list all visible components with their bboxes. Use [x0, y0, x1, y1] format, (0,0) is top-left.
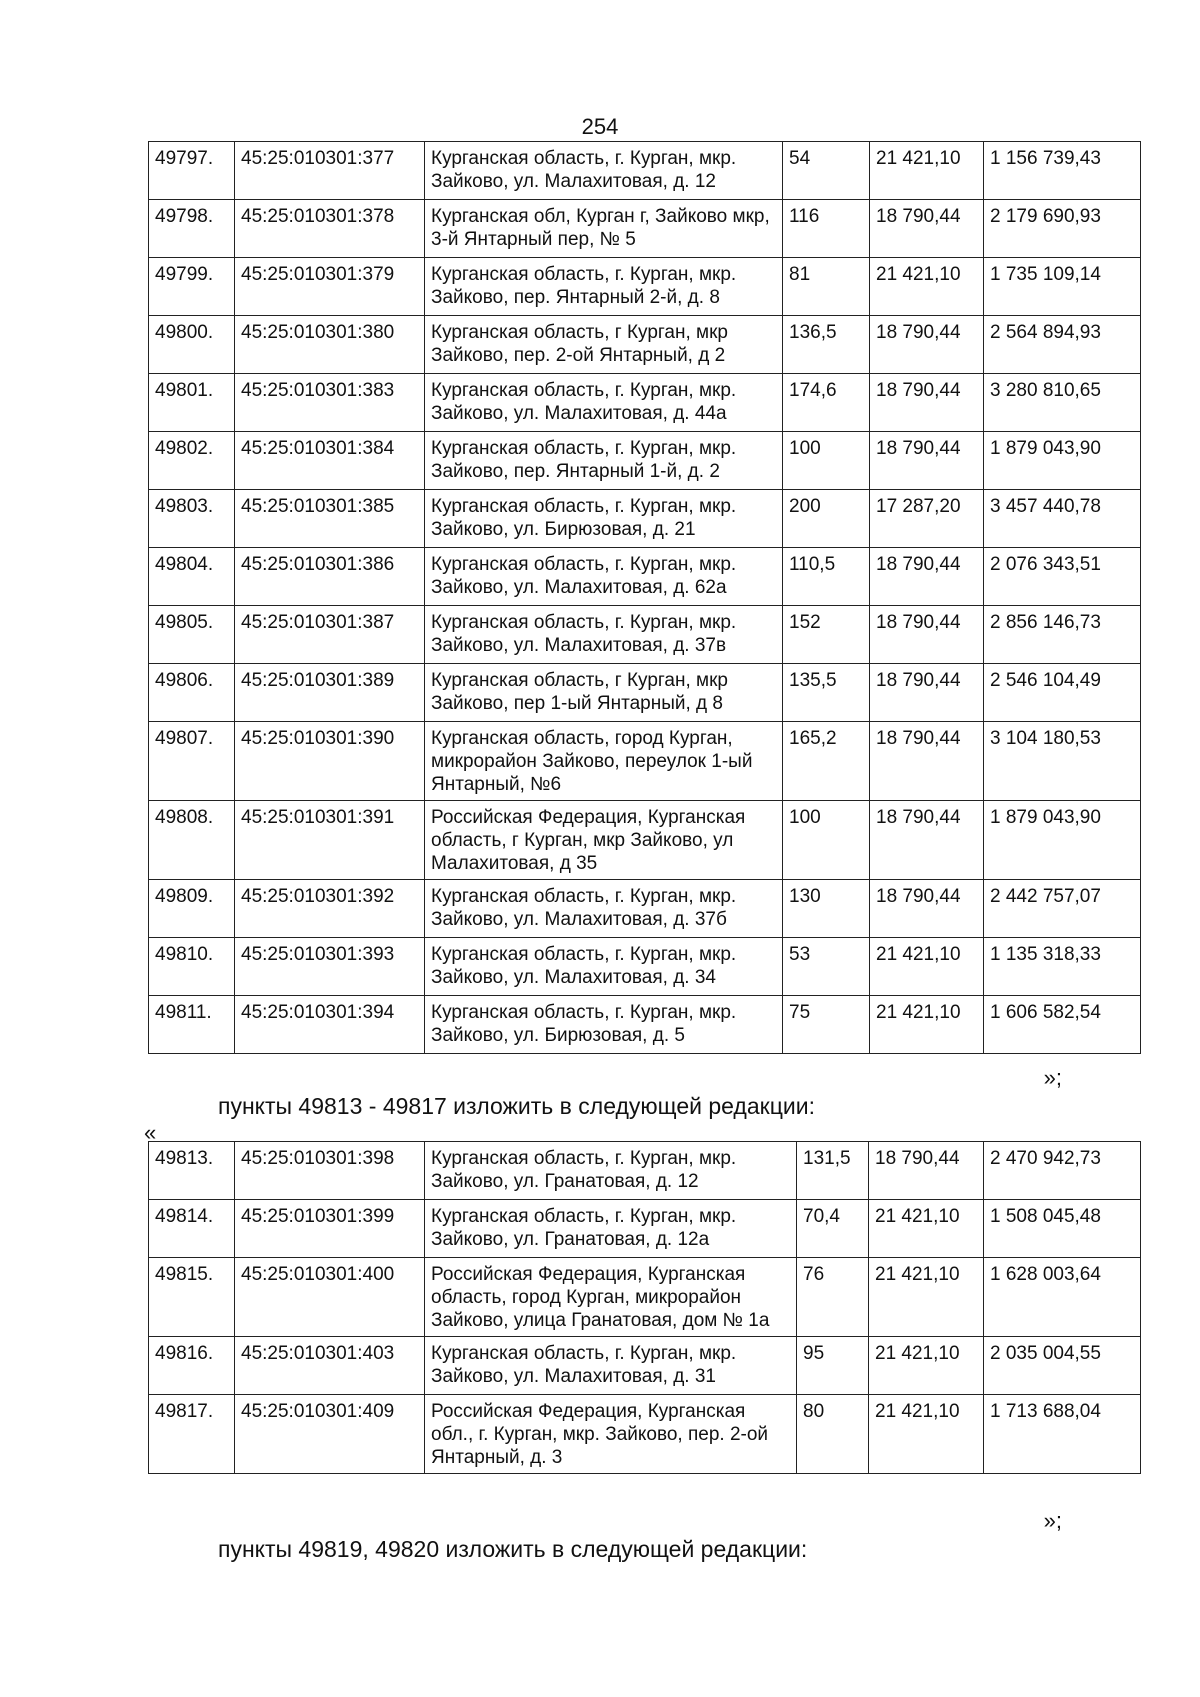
- area-cell: 174,6: [783, 374, 870, 432]
- rate-cell: 18 790,44: [870, 606, 984, 664]
- rate-cell: 18 790,44: [870, 664, 984, 722]
- cadastral-value-cell: 1 508 045,48: [984, 1200, 1141, 1258]
- rate-cell: 21 421,10: [870, 996, 984, 1054]
- row-number-cell: 49816.: [149, 1337, 235, 1395]
- rate-cell: 21 421,10: [869, 1200, 984, 1258]
- address-cell: Российская Федерация, Курганская область, город Курган, микрорайон Зайково, улица Гранатовая, дом № 1а: [425, 1258, 797, 1337]
- opening-quote: «: [144, 1120, 157, 1145]
- rate-cell: 18 790,44: [869, 1142, 984, 1200]
- row-number-cell: 49801.: [149, 374, 235, 432]
- cadastral-number-cell: 45:25:010301:390: [235, 722, 425, 801]
- row-number-cell: 49810.: [149, 938, 235, 996]
- rate-cell: 21 421,10: [869, 1395, 984, 1474]
- area-cell: 53: [783, 938, 870, 996]
- cadastral-number-cell: 45:25:010301:394: [235, 996, 425, 1054]
- cadastral-value-cell: 1 713 688,04: [984, 1395, 1141, 1474]
- cadastral-value-cell: 1 606 582,54: [984, 996, 1141, 1054]
- cadastral-value-cell: 1 628 003,64: [984, 1258, 1141, 1337]
- table-row: [149, 432, 1141, 490]
- rate-cell: 18 790,44: [870, 722, 984, 801]
- rate-cell: 18 790,44: [870, 200, 984, 258]
- table-row: [149, 996, 1141, 1054]
- table-row: [149, 490, 1141, 548]
- rate-cell: 21 421,10: [869, 1337, 984, 1395]
- row-number-cell: 49806.: [149, 664, 235, 722]
- table-row: [149, 1142, 1141, 1200]
- cadastral-value-cell: 2 470 942,73: [984, 1142, 1141, 1200]
- address-cell: Курганская область, г. Курган, мкр. Зайково, ул. Малахитовая, д. 12: [425, 142, 783, 200]
- table-row: [149, 374, 1141, 432]
- address-cell: Курганская область, г. Курган, мкр. Зайково, ул. Бирюзовая, д. 5: [425, 996, 783, 1054]
- area-cell: 136,5: [783, 316, 870, 374]
- cadastral-value-cell: 2 179 690,93: [984, 200, 1141, 258]
- rate-cell: 21 421,10: [870, 258, 984, 316]
- rate-cell: 21 421,10: [870, 142, 984, 200]
- cadastral-value-cell: 1 879 043,90: [984, 801, 1141, 880]
- row-number-cell: 49807.: [149, 722, 235, 801]
- address-cell: Курганская область, г. Курган, мкр. Зайково, ул. Малахитовая, д. 34: [425, 938, 783, 996]
- closing-quote: »;: [1043, 1065, 1062, 1090]
- area-cell: 80: [797, 1395, 869, 1474]
- area-cell: 100: [783, 801, 870, 880]
- table-row: [149, 200, 1141, 258]
- cadastral-value-cell: 3 104 180,53: [984, 722, 1141, 801]
- row-number-cell: 49797.: [149, 142, 235, 200]
- address-cell: Курганская обл, Курган г, Зайково мкр, 3-й Янтарный пер, № 5: [425, 200, 783, 258]
- address-cell: Курганская область, г. Курган, мкр. Зайково, пер. Янтарный 2-й, д. 8: [425, 258, 783, 316]
- row-number-cell: 49813.: [149, 1142, 235, 1200]
- row-number-cell: 49808.: [149, 801, 235, 880]
- address-cell: Курганская область, г. Курган, мкр. Зайково, пер. Янтарный 1-й, д. 2: [425, 432, 783, 490]
- cadastral-value-cell: 1 879 043,90: [984, 432, 1141, 490]
- cadastral-number-cell: 45:25:010301:403: [235, 1337, 425, 1395]
- cadastral-number-cell: 45:25:010301:383: [235, 374, 425, 432]
- cadastral-number-cell: 45:25:010301:398: [235, 1142, 425, 1200]
- address-cell: Курганская область, г. Курган, мкр. Зайково, ул. Бирюзовая, д. 21: [425, 490, 783, 548]
- cadastral-number-cell: 45:25:010301:399: [235, 1200, 425, 1258]
- area-cell: 54: [783, 142, 870, 200]
- rate-cell: 18 790,44: [870, 316, 984, 374]
- table-row: [149, 880, 1141, 938]
- cadastral-number-cell: 45:25:010301:384: [235, 432, 425, 490]
- table-row: [149, 606, 1141, 664]
- table-row: [149, 316, 1141, 374]
- address-cell: Курганская область, г. Курган, мкр. Зайково, ул. Гранатовая, д. 12: [425, 1142, 797, 1200]
- area-cell: 152: [783, 606, 870, 664]
- area-cell: 100: [783, 432, 870, 490]
- cadastral-number-cell: 45:25:010301:378: [235, 200, 425, 258]
- table-row: [149, 1395, 1141, 1474]
- row-number-cell: 49811.: [149, 996, 235, 1054]
- area-cell: 75: [783, 996, 870, 1054]
- amendment-paragraph: пункты 49813 - 49817 изложить в следующей редакции:: [218, 1093, 815, 1119]
- area-cell: 81: [783, 258, 870, 316]
- row-number-cell: 49799.: [149, 258, 235, 316]
- address-cell: Курганская область, город Курган, микрорайон Зайково, переулок 1-ый Янтарный, №6: [425, 722, 783, 801]
- cadastral-value-cell: 3 280 810,65: [984, 374, 1141, 432]
- address-cell: Курганская область, г. Курган, мкр. Зайково, ул. Малахитовая, д. 44а: [425, 374, 783, 432]
- table-row: [149, 142, 1141, 200]
- row-number-cell: 49798.: [149, 200, 235, 258]
- cadastral-number-cell: 45:25:010301:386: [235, 548, 425, 606]
- page-number: 254: [581, 114, 619, 139]
- rate-cell: 18 790,44: [870, 374, 984, 432]
- cadastral-value-cell: 2 035 004,55: [984, 1337, 1141, 1395]
- cadastral-number-cell: 45:25:010301:380: [235, 316, 425, 374]
- rate-cell: 18 790,44: [870, 432, 984, 490]
- area-cell: 130: [783, 880, 870, 938]
- cadastral-number-cell: 45:25:010301:379: [235, 258, 425, 316]
- rate-cell: 21 421,10: [869, 1258, 984, 1337]
- cadastral-number-cell: 45:25:010301:377: [235, 142, 425, 200]
- cadastral-number-cell: 45:25:010301:400: [235, 1258, 425, 1337]
- rate-cell: 21 421,10: [870, 938, 984, 996]
- rate-cell: 18 790,44: [870, 548, 984, 606]
- rate-cell: 18 790,44: [870, 880, 984, 938]
- address-cell: Российская Федерация, Курганская обл., г. Курган, мкр. Зайково, пер. 2-ой Янтарный, д. 3: [425, 1395, 797, 1474]
- cadastral-value-cell: 2 442 757,07: [984, 880, 1141, 938]
- row-number-cell: 49809.: [149, 880, 235, 938]
- cadastral-value-cell: 3 457 440,78: [984, 490, 1141, 548]
- cadastral-number-cell: 45:25:010301:389: [235, 664, 425, 722]
- table-row: [149, 722, 1141, 801]
- cadastral-value-cell: 2 546 104,49: [984, 664, 1141, 722]
- table-row: [149, 258, 1141, 316]
- closing-quote: »;: [1043, 1508, 1062, 1533]
- address-cell: Курганская область, г. Курган, мкр. Зайково, ул. Малахитовая, д. 62а: [425, 548, 783, 606]
- cadastral-number-cell: 45:25:010301:409: [235, 1395, 425, 1474]
- area-cell: 95: [797, 1337, 869, 1395]
- rate-cell: 18 790,44: [870, 801, 984, 880]
- rate-cell: 17 287,20: [870, 490, 984, 548]
- area-cell: 116: [783, 200, 870, 258]
- cadastral-value-cell: 2 856 146,73: [984, 606, 1141, 664]
- address-cell: Курганская область, г Курган, мкр Зайково, пер 1-ый Янтарный, д 8: [425, 664, 783, 722]
- address-cell: Российская Федерация, Курганская область, г Курган, мкр Зайково, ул Малахитовая, д 35: [425, 801, 783, 880]
- area-cell: 135,5: [783, 664, 870, 722]
- row-number-cell: 49804.: [149, 548, 235, 606]
- cadastral-value-cell: 2 076 343,51: [984, 548, 1141, 606]
- cadastral-value-cell: 2 564 894,93: [984, 316, 1141, 374]
- row-number-cell: 49802.: [149, 432, 235, 490]
- cadastral-value-cell: 1 135 318,33: [984, 938, 1141, 996]
- row-number-cell: 49803.: [149, 490, 235, 548]
- table-row: [149, 801, 1141, 880]
- cadastral-value-cell: 1 735 109,14: [984, 258, 1141, 316]
- row-number-cell: 49817.: [149, 1395, 235, 1474]
- cadastral-number-cell: 45:25:010301:387: [235, 606, 425, 664]
- area-cell: 110,5: [783, 548, 870, 606]
- address-cell: Курганская область, г. Курган, мкр. Зайково, ул. Малахитовая, д. 37в: [425, 606, 783, 664]
- amendment-paragraph: пункты 49819, 49820 изложить в следующей редакции:: [218, 1536, 808, 1562]
- row-number-cell: 49814.: [149, 1200, 235, 1258]
- address-cell: Курганская область, г Курган, мкр Зайково, пер. 2-ой Янтарный, д 2: [425, 316, 783, 374]
- table-row: [149, 938, 1141, 996]
- area-cell: 165,2: [783, 722, 870, 801]
- table-row: [149, 1337, 1141, 1395]
- table-row: [149, 1258, 1141, 1337]
- table-row: [149, 548, 1141, 606]
- table-row: [149, 664, 1141, 722]
- row-number-cell: 49815.: [149, 1258, 235, 1337]
- row-number-cell: 49800.: [149, 316, 235, 374]
- address-cell: Курганская область, г. Курган, мкр. Зайково, ул. Гранатовая, д. 12а: [425, 1200, 797, 1258]
- table-row: [149, 1200, 1141, 1258]
- address-cell: Курганская область, г. Курган, мкр. Зайково, ул. Малахитовая, д. 37б: [425, 880, 783, 938]
- area-cell: 200: [783, 490, 870, 548]
- cadastral-number-cell: 45:25:010301:391: [235, 801, 425, 880]
- area-cell: 70,4: [797, 1200, 869, 1258]
- area-cell: 76: [797, 1258, 869, 1337]
- cadastral-number-cell: 45:25:010301:393: [235, 938, 425, 996]
- area-cell: 131,5: [797, 1142, 869, 1200]
- cadastral-number-cell: 45:25:010301:392: [235, 880, 425, 938]
- registry-table-1: [148, 141, 1141, 1054]
- address-cell: Курганская область, г. Курган, мкр. Зайково, ул. Малахитовая, д. 31: [425, 1337, 797, 1395]
- registry-table-2: [148, 1141, 1141, 1474]
- cadastral-value-cell: 1 156 739,43: [984, 142, 1141, 200]
- cadastral-number-cell: 45:25:010301:385: [235, 490, 425, 548]
- row-number-cell: 49805.: [149, 606, 235, 664]
